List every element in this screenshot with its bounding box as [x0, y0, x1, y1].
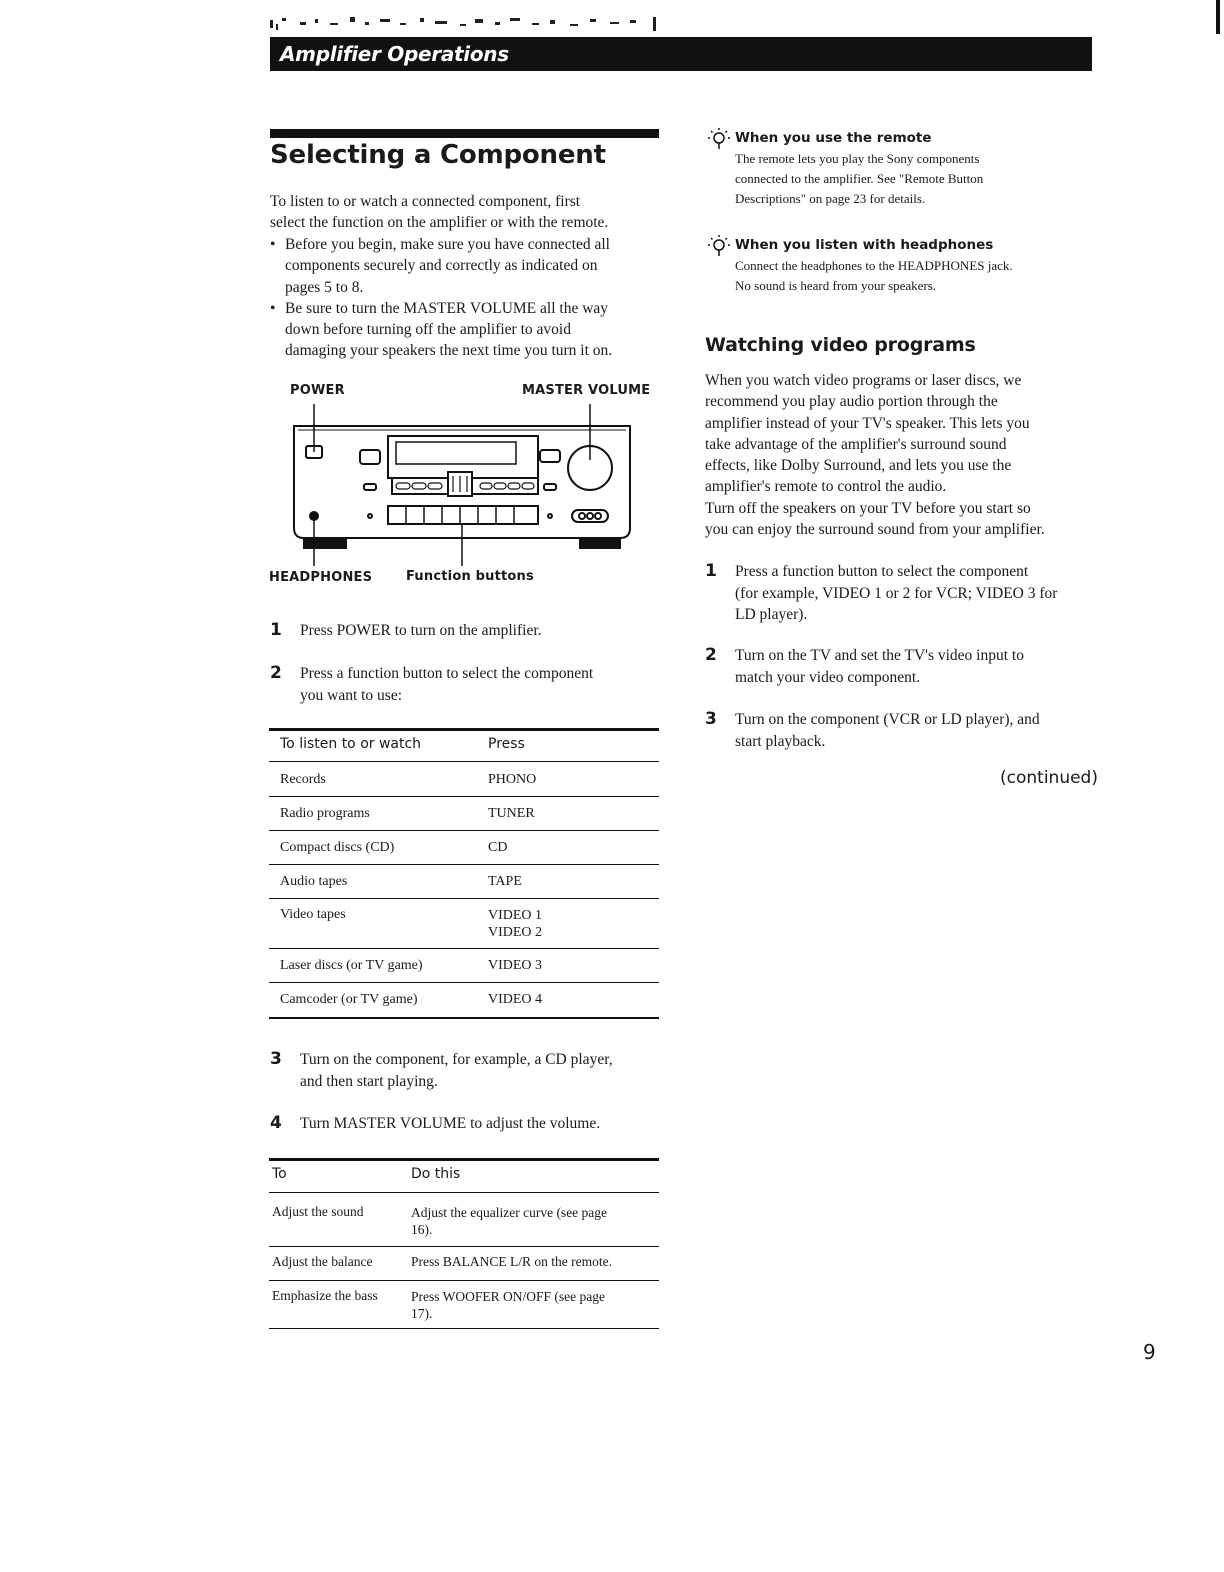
page-edge-mark — [1216, 0, 1220, 34]
bullet-item: • Be sure to turn the MASTER VOLUME all the way down before turning off the amplifier to avoid damaging your speakers the next time you turn it on. — [270, 298, 670, 362]
function-buttons-label: Function buttons — [406, 569, 534, 584]
intro-paragraph: To listen to or watch a connected component, first select the function on the amplifier or with the remote. — [270, 193, 609, 232]
section-title: Amplifier Operations — [280, 42, 509, 66]
master-volume-label: MASTER VOLUME — [522, 383, 651, 398]
video-paragraph: When you watch video programs or laser discs, we recommend you play audio portion through the amplifier instead of your TV's speaker. This lets you take advantage of the amplifier's surround sound effects, like Dolby Surround, and lets you use the amplifier's remote to control the audio. Turn off the speakers on your TV before you start so you can enjoy the surround sound from your amplifier. — [705, 372, 1045, 539]
continued-note: (continued) — [1000, 768, 1098, 788]
table2-top-rule — [269, 1158, 659, 1161]
video-section-title: Watching video programs — [705, 334, 976, 356]
step-4: 4 Turn MASTER VOLUME to adjust the volume. — [270, 1113, 601, 1133]
page-title: Selecting a Component — [270, 140, 606, 170]
table1-header-col2: Press — [488, 736, 525, 752]
headphones-label: HEADPHONES — [269, 570, 373, 585]
section-header-bar — [270, 37, 1092, 71]
step-3: 3 Turn on the component, for example, a CD player, and then start playing. — [270, 1049, 613, 1090]
tip-body-remote: The remote lets you play the Sony components connected to the amplifier. See "Remote Button Descriptions" on page 23 for details. — [735, 151, 984, 206]
video-step-3: 3 Turn on the component (VCR or LD player), and start playback. — [705, 709, 1040, 750]
step-1: 1 Press POWER to turn on the amplifier. — [270, 620, 542, 640]
bullet-list — [270, 234, 670, 362]
lightbulb-icon — [707, 234, 731, 260]
video-step-2: 2 Turn on the TV and set the TV's video input to match your video component. — [705, 645, 1024, 686]
tip-body-headphones: Connect the headphones to the HEADPHONES jack. No sound is heard from your speakers. — [735, 258, 1013, 293]
header-scan-noise — [270, 14, 660, 36]
title-rule — [270, 129, 659, 138]
bullet-item: • Before you begin, make sure you have connected all components securely and correctly as indicated on pages 5 to 8. — [270, 234, 670, 298]
tip-title-headphones: When you listen with headphones — [735, 237, 994, 253]
table1-top-rule — [269, 728, 659, 731]
step-2: 2 Press a function button to select the component you want to use: — [270, 663, 594, 704]
amplifier-front-panel-diagram — [280, 400, 645, 568]
table2-header-col1: To — [272, 1166, 287, 1182]
table2-header-col2: Do this — [411, 1166, 461, 1182]
lightbulb-icon — [707, 127, 731, 153]
page-number: 9 — [1143, 1340, 1156, 1364]
video-step-1: 1 Press a function button to select the component (for example, VIDEO 1 or 2 for VCR; VIDEO 3 for LD player). — [705, 561, 1058, 623]
power-label: POWER — [290, 383, 345, 398]
table1-header-col1: To listen to or watch — [280, 736, 422, 752]
tip-title-remote: When you use the remote — [735, 130, 932, 146]
